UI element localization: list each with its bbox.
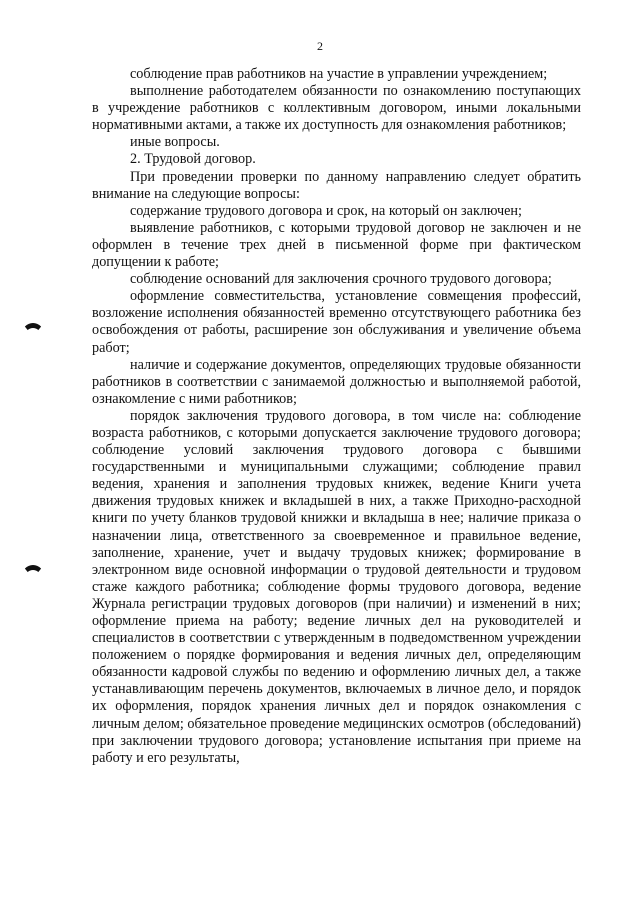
paragraph-contract-procedure: порядок заключения трудового договора, в том числе на: соблюдение возраста работников, с которыми допускается заключение трудового договора; соблюдение условий заключения трудового договора с бывшими государственными и муниципальными служащими; соблюдение правил ведения, хранения и заполнения трудовых книжек, ведение Книги учета движения трудовых книжек и вкладышей в них, а также Приходно-расходной книги по учету бланков трудовой книжки и вкладыша в нее; наличие приказа о назначении лица, ответственного за своевременное и правильное ведение, заполнение, хранение, учет и выдачу трудовых книжек; формирование в электронном виде основной информации о трудовой деятельности и трудовом стаже каждого работника; соблюдение формы трудового договора, ведение Журнала регистрации трудовых договоров (при наличии) и изменений в них; оформление приема на работу; ведение личных дел на руководителей и специалистов в соответствии с утвержденным в подведомственном учреждении положением о порядке формирования и ведения личных дел, определяющим обязанности кадровой службы по ведению и оформлению личных дел, а также устанавливающим перечень документов, включаемых в личное дело, и порядок их оформления, порядок хранения личных дел и порядок ознакомления с личным делом; обязательное проведение медицинских осмотров (обследований) при заключении трудового договора; установление испытания при приеме на работу и его результаты,: [92, 407, 581, 766]
paragraph-unregistered-workers: выявление работников, с которыми трудовой договор не заключен и не оформлен в течение трех дней в письменной форме при фактическом допущении к работе;: [92, 219, 581, 271]
paragraph-contract-content: содержание трудового договора и срок, на который он заключен;: [130, 202, 522, 219]
punch-hole-mark: [22, 565, 44, 587]
paragraph-fixed-term-grounds: соблюдение оснований для заключения срочного трудового договора;: [130, 271, 552, 288]
page-number: 2: [317, 39, 323, 53]
paragraph-rights-participation: соблюдение прав работников на участие в управлении учреждением;: [130, 66, 548, 82]
paragraph-part-time-combination: оформление совместительства, установление совмещения профессий, возложение исполнения обязанностей временно отсутствующего работника без освобождения от работы, расширение зон обслуживания и увеличение объема работ;: [92, 288, 581, 356]
paragraph-other-issues: иные вопросы.: [130, 134, 220, 151]
document-body: [92, 66, 581, 767]
punch-hole-mark: [22, 323, 44, 345]
section-heading-employment-contract: 2. Трудовой договор.: [130, 151, 256, 168]
paragraph-job-duties-documents: наличие и содержание документов, определяющих трудовые обязанности работников в соответствии с занимаемой должностью и выполняемой работой, ознакомление с ними работников;: [92, 356, 581, 407]
paragraph-inspection-intro: При проведении проверки по данному направлению следует обратить внимание на следующие вопросы:: [92, 168, 581, 202]
paragraph-acquaintance-duty: выполнение работодателем обязанности по ознакомлению поступающих в учреждение работников с коллективным договором, иными локальными нормативными актами, а также их доступность для ознакомления работников;: [92, 83, 581, 134]
